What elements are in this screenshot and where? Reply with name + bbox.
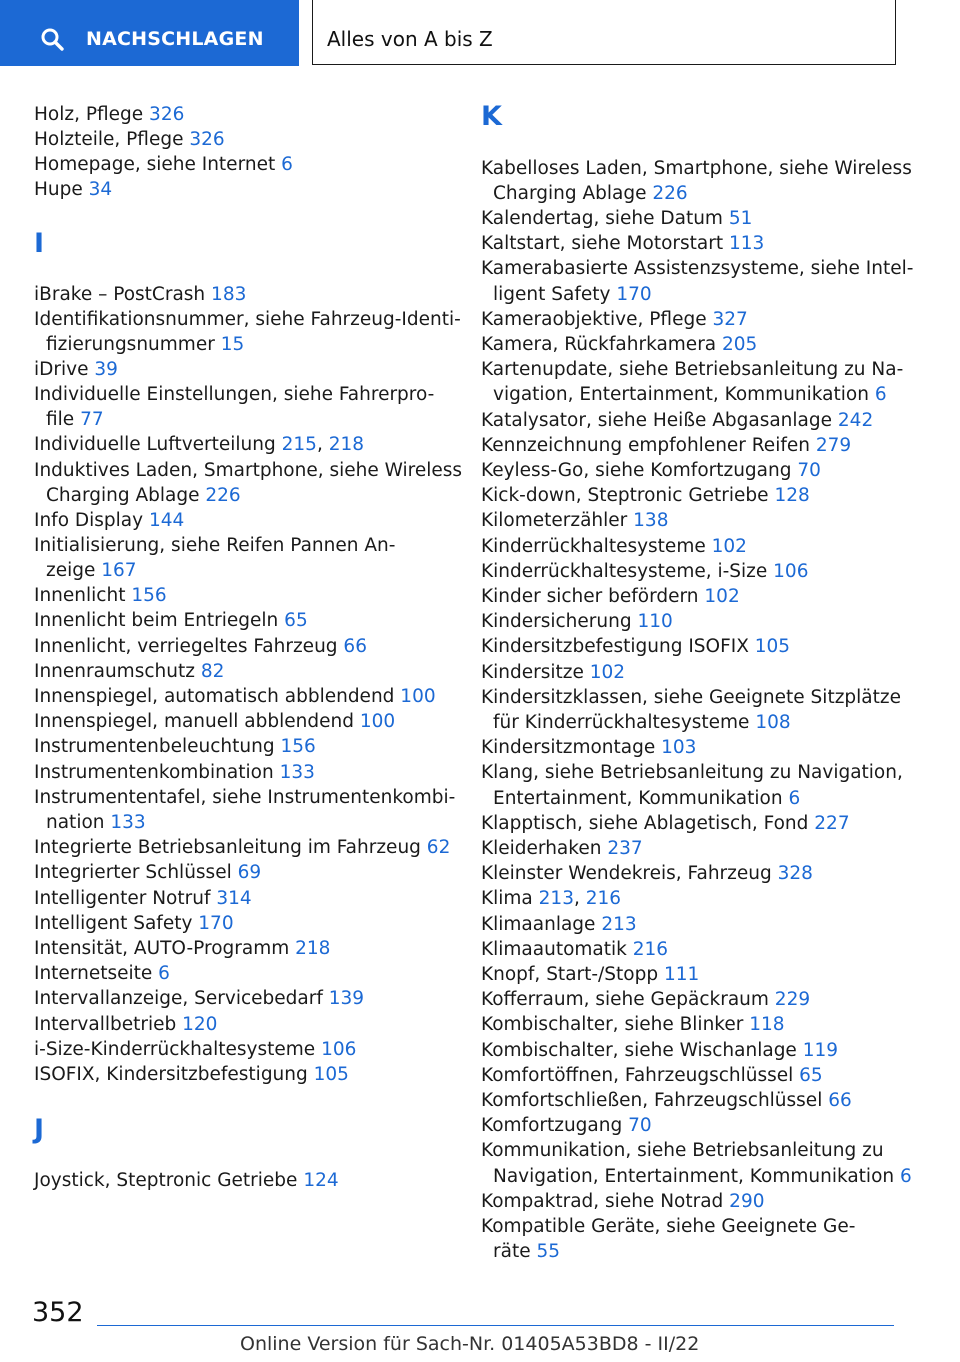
index-entry-continuation: Entertainment, Kommunikation 6: [493, 788, 801, 809]
index-entry: Kleinster Wendekreis, Fahrzeug 328: [481, 863, 813, 884]
page-link[interactable]: 167: [101, 560, 137, 581]
index-entry-continuation: fizierungsnummer 15: [46, 334, 245, 355]
page-link[interactable]: 279: [815, 435, 852, 456]
page-link[interactable]: 213: [601, 914, 637, 935]
page-link[interactable]: 133: [110, 812, 146, 833]
index-entry-continuation: file 77: [46, 409, 104, 430]
page-link[interactable]: 128: [774, 485, 810, 506]
search-icon: [40, 27, 64, 51]
index-entry: Intensität, AUTO-Programm 218: [34, 938, 331, 959]
index-entry-continuation: Charging Ablage 226: [493, 183, 688, 204]
index-entry: iBrake – PostCrash 183: [34, 284, 247, 305]
index-entry: Kilometerzähler 138: [481, 510, 669, 531]
index-entry-continuation: räte 55: [493, 1241, 561, 1262]
index-entry: Kinder sicher befördern 102: [481, 586, 740, 607]
search-tab-label: NACHSCHLAGEN: [86, 28, 264, 50]
page-link[interactable]: 106: [321, 1039, 357, 1060]
page-link[interactable]: 183: [211, 284, 247, 305]
page-link[interactable]: 156: [131, 585, 167, 606]
page-link[interactable]: 70: [797, 460, 821, 481]
index-entry: Kindersitzbefestigung ISOFIX 105: [481, 636, 791, 657]
index-entry: Kommunikation, siehe Betriebsanleitung zu: [481, 1140, 884, 1161]
page-link[interactable]: 82: [200, 661, 225, 682]
index-entry: Kofferraum, siehe Gepäckraum 229: [481, 989, 811, 1010]
page-link[interactable]: 205: [722, 334, 758, 355]
index-entry: Instrumentenbeleuchtung 156: [34, 736, 316, 757]
page-link[interactable]: 156: [280, 736, 316, 757]
section-letter-k: K: [481, 101, 502, 132]
page-link[interactable]: 6: [874, 384, 887, 405]
page-link[interactable]: 118: [749, 1014, 785, 1035]
page-link[interactable]: 133: [279, 762, 315, 783]
page-link[interactable]: 111: [663, 964, 700, 985]
page-link[interactable]: 326: [149, 104, 185, 125]
index-entry: Info Display 144: [34, 510, 185, 531]
index-entry: Innenspiegel, manuell abblendend 100: [34, 711, 396, 732]
page-link[interactable]: 100: [359, 711, 396, 732]
index-entry: Innenlicht beim Entriegeln 65: [34, 610, 308, 631]
page-link[interactable]: 100: [400, 686, 436, 707]
index-entry: Individuelle Einstellungen, siehe Fahrerpro-: [34, 384, 435, 405]
page-link[interactable]: 55: [536, 1241, 561, 1262]
page-link[interactable]: 216: [585, 888, 622, 909]
index-entry: Kinderrückhaltesysteme 102: [481, 536, 747, 557]
index-entry: Homepage, siehe Internet 6: [34, 154, 293, 175]
index-entry: Kameraobjektive, Pflege 327: [481, 309, 748, 330]
index-entry: Hupe 34: [34, 179, 113, 200]
page-link[interactable]: 105: [754, 636, 791, 657]
index-entry: Kalendertag, siehe Datum 51: [481, 208, 753, 229]
section-letter-i: I: [34, 228, 45, 259]
index-entry: Keyless-Go, siehe Komfortzugang 70: [481, 460, 821, 481]
index-entry: Klimaanlage 213: [481, 914, 637, 935]
index-entry: iDrive 39: [34, 359, 118, 380]
index-entry: Integrierte Betriebsanleitung im Fahrzeug 62: [34, 837, 451, 858]
page-link[interactable]: 6: [788, 788, 801, 809]
index-entry-continuation: für Kinderrückhaltesysteme 108: [493, 712, 791, 733]
page-link[interactable]: 229: [774, 989, 811, 1010]
index-entry: Komfortzugang 70: [481, 1115, 652, 1136]
page-link[interactable]: 170: [616, 284, 652, 305]
index-entry: ISOFIX, Kindersitzbefestigung 105: [34, 1064, 349, 1085]
index-entry: Initialisierung, siehe Reifen Pannen An-: [34, 535, 396, 556]
index-entry: Kindersicherung 110: [481, 611, 673, 632]
index-entry: Kamerabasierte Assistenzsysteme, siehe Intel-: [481, 258, 914, 279]
page-link[interactable]: 110: [637, 611, 673, 632]
index-entry: Internetseite 6: [34, 963, 170, 984]
index-entry-continuation: nation 133: [46, 812, 146, 833]
page-link[interactable]: 108: [755, 712, 791, 733]
page-link[interactable]: 242: [837, 410, 874, 431]
index-entry-continuation: zeige 167: [46, 560, 137, 581]
page-link[interactable]: 218: [328, 434, 365, 455]
index-entry: Kaltstart, siehe Motorstart 113: [481, 233, 765, 254]
page-link[interactable]: 290: [729, 1191, 765, 1212]
page-link[interactable]: 215: [281, 434, 317, 455]
footer-divider: [97, 1325, 894, 1326]
index-entry: Kartenupdate, siehe Betriebsanleitung zu Na-: [481, 359, 904, 380]
index-entry: Kindersitzklassen, siehe Geeignete Sitzplätze: [481, 687, 901, 708]
index-entry: Innenlicht 156: [34, 585, 167, 606]
page-link[interactable]: 328: [777, 863, 813, 884]
index-entry: Joystick, Steptronic Getriebe 124: [34, 1170, 339, 1191]
index-entry: Kindersitzmontage 103: [481, 737, 697, 758]
index-entry: Induktives Laden, Smartphone, siehe Wireless: [34, 460, 463, 481]
index-entry: Holzteile, Pflege 326: [34, 129, 225, 150]
index-entry-continuation: ligent Safety 170: [493, 284, 652, 305]
page-link[interactable]: 77: [80, 409, 104, 430]
section-letter-j: J: [34, 1114, 45, 1145]
page-link[interactable]: 170: [198, 913, 234, 934]
index-entry-continuation: vigation, Entertainment, Kommunikation 6: [493, 384, 887, 405]
index-entry: Kombischalter, siehe Wischanlage 119: [481, 1040, 839, 1061]
page-link[interactable]: 34: [88, 179, 113, 200]
page-link[interactable]: 6: [158, 963, 170, 984]
page-link[interactable]: 66: [343, 636, 367, 657]
page-link[interactable]: 66: [828, 1090, 852, 1111]
index-entry: Kleiderhaken 237: [481, 838, 643, 859]
index-entry: Intelligenter Notruf 314: [34, 888, 252, 909]
index-entry: Kompaktrad, siehe Notrad 290: [481, 1191, 765, 1212]
index-entry: Kennzeichnung empfohlener Reifen 279: [481, 435, 852, 456]
page-link[interactable]: 326: [189, 129, 225, 150]
index-entry: Kamera, Rückfahrkamera 205: [481, 334, 758, 355]
page-link[interactable]: 103: [661, 737, 697, 758]
index-entry: Innenspiegel, automatisch abblendend 100: [34, 686, 436, 707]
index-entry: Klimaautomatik 216: [481, 939, 669, 960]
page-link[interactable]: 120: [182, 1014, 218, 1035]
page-link[interactable]: 70: [628, 1115, 652, 1136]
page-link[interactable]: 216: [632, 939, 669, 960]
page-link[interactable]: 39: [94, 359, 118, 380]
page-link[interactable]: 138: [633, 510, 669, 531]
index-entry: Instrumentenkombination 133: [34, 762, 315, 783]
index-entry: Intervallanzeige, Servicebedarf 139: [34, 988, 365, 1009]
page-link[interactable]: 237: [607, 838, 643, 859]
page-number: 352: [32, 1297, 84, 1328]
index-entry: Innenlicht, verriegeltes Fahrzeug 66: [34, 636, 367, 657]
page-link[interactable]: 102: [589, 662, 626, 683]
page-link[interactable]: 144: [148, 510, 185, 531]
footer-online-version: Online Version für Sach-Nr. 01405A53BD8 - II/22: [240, 1333, 700, 1355]
section-title: Alles von A bis Z: [327, 27, 493, 51]
index-entry: Intervallbetrieb 120: [34, 1014, 218, 1035]
section-title-tab: [312, 0, 896, 65]
index-entry: Kabelloses Laden, Smartphone, siehe Wireless: [481, 158, 912, 179]
search-tab[interactable]: [0, 0, 299, 66]
index-entry: i-Size-Kinderrückhaltesysteme 106: [34, 1039, 357, 1060]
page-link[interactable]: 226: [652, 183, 688, 204]
page-link[interactable]: 6: [900, 1166, 912, 1187]
page-link[interactable]: 218: [295, 938, 331, 959]
index-entry-continuation: Navigation, Entertainment, Kommunikation 6: [493, 1166, 912, 1187]
page-link[interactable]: 69: [237, 862, 262, 883]
page-link[interactable]: 213: [538, 888, 574, 909]
index-entry: Kompatible Geräte, siehe Geeignete Ge-: [481, 1216, 856, 1237]
page-link[interactable]: 314: [216, 888, 252, 909]
page-link[interactable]: 226: [205, 485, 241, 506]
page-link[interactable]: 113: [728, 233, 765, 254]
index-entry: Individuelle Luftverteilung 215, 218: [34, 434, 365, 455]
index-entry: Knopf, Start-/Stopp 111: [481, 964, 700, 985]
page-link[interactable]: 65: [284, 610, 308, 631]
index-entry: Komfortschließen, Fahrzeugschlüssel 66: [481, 1090, 852, 1111]
index-entry: Kombischalter, siehe Blinker 118: [481, 1014, 785, 1035]
page-link[interactable]: 65: [799, 1065, 823, 1086]
page-link[interactable]: 102: [704, 586, 740, 607]
page-link[interactable]: 62: [426, 837, 451, 858]
page-link[interactable]: 105: [313, 1064, 349, 1085]
page-link[interactable]: 15: [220, 334, 245, 355]
index-entry: Kinderrückhaltesysteme, i-Size 106: [481, 561, 809, 582]
page-link[interactable]: 6: [281, 154, 293, 175]
index-entry: Kick-down, Steptronic Getriebe 128: [481, 485, 810, 506]
page-link[interactable]: 327: [712, 309, 748, 330]
page-link[interactable]: 124: [303, 1170, 339, 1191]
page-header: [0, 0, 960, 66]
page-link[interactable]: 106: [773, 561, 809, 582]
index-entry: Integrierter Schlüssel 69: [34, 862, 262, 883]
page-link[interactable]: 119: [802, 1040, 839, 1061]
index-entry: Klang, siehe Betriebsanleitung zu Navigation,: [481, 762, 903, 783]
index-entry: Holz, Pflege 326: [34, 104, 185, 125]
index-entry: Innenraumschutz 82: [34, 661, 225, 682]
page-link[interactable]: 102: [711, 536, 747, 557]
index-entry-continuation: Charging Ablage 226: [46, 485, 241, 506]
index-entry: Instrumententafel, siehe Instrumentenkombi-: [34, 787, 456, 808]
page-link[interactable]: 51: [728, 208, 753, 229]
index-entry: Klima 213, 216: [481, 888, 622, 909]
index-entry: Katalysator, siehe Heiße Abgasanlage 242: [481, 410, 874, 431]
index-entry: Komfortöffnen, Fahrzeugschlüssel 65: [481, 1065, 823, 1086]
index-entry: Klapptisch, siehe Ablagetisch, Fond 227: [481, 813, 850, 834]
page-link[interactable]: 139: [328, 988, 365, 1009]
index-entry: Kindersitze 102: [481, 662, 626, 683]
page-link[interactable]: 227: [814, 813, 850, 834]
index-entry: Intelligent Safety 170: [34, 913, 234, 934]
index-entry: Identifikationsnummer, siehe Fahrzeug-Identi-: [34, 309, 461, 330]
